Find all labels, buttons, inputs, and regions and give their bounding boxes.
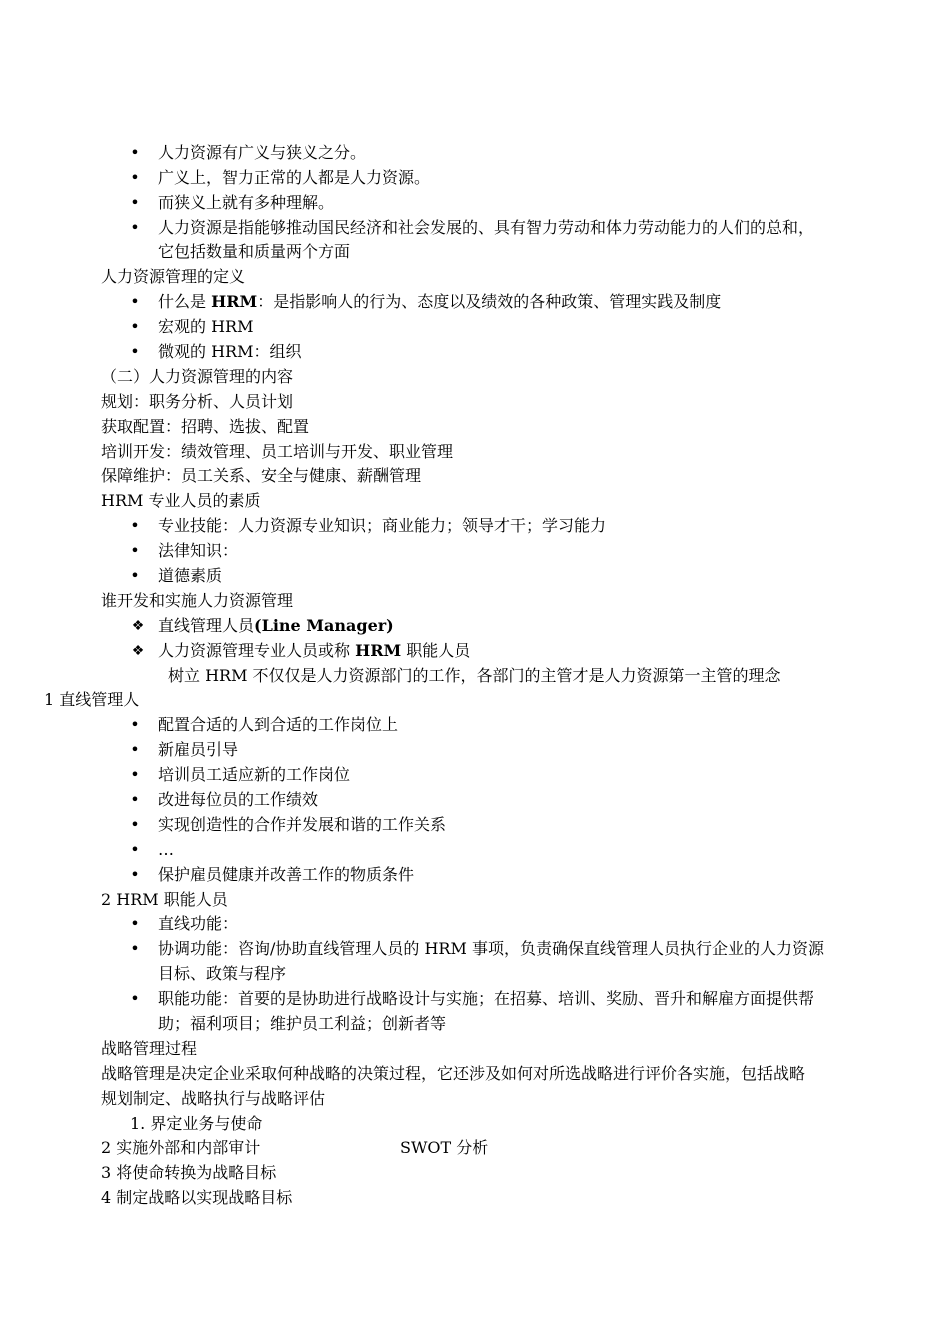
quality-heading: HRM 专业人员的素质 (101, 491, 261, 510)
intro-bullet-3: 而狭义上就有多种理解。 (158, 193, 335, 212)
who-heading: 谁开发和实施人力资源管理 (101, 591, 294, 610)
content-item-1: 规划：职务分析、人员计划 (101, 392, 294, 411)
hrm-staff-heading: 2 HRM 职能人员 (101, 890, 228, 909)
bullet-icon: • (130, 317, 140, 336)
hrm-staff-bullet-3: 职能功能：首要的是协助进行战略设计与实施；在招募、培训、奖励、晋升和解雇方面提供帮 (158, 989, 815, 1008)
bullet-icon: • (130, 292, 140, 311)
intro-bullet-4: 人力资源是指能够推动国民经济和社会发展的、具有智力劳动和体力劳动能力的人们的总和， (158, 218, 815, 237)
bullet-icon: • (130, 840, 140, 859)
strategy-step-2: 2 实施外部和内部审计 (101, 1138, 261, 1157)
diamond-bullet-icon: ❖ (131, 643, 145, 659)
text-run: 什么是 (158, 292, 212, 311)
line-manager-bullet-7: 保护雇员健康并改善工作的物质条件 (158, 865, 415, 884)
who-note: 树立 HRM 不仅仅是人力资源部门的工作，各部门的主管才是人力资源第一主管的理念 (168, 666, 781, 685)
quality-bullet-1: 专业技能：人力资源专业知识；商业能力；领导才干；学习能力 (158, 516, 607, 535)
bullet-icon: • (130, 790, 140, 809)
bullet-icon: • (130, 989, 140, 1008)
bullet-icon: • (130, 516, 140, 535)
hrm-staff-bullet-3-cont: 助；福利项目；维护员工利益；创新者等 (158, 1014, 447, 1033)
strategy-paragraph-cont: 规划制定、战略执行与战略评估 (101, 1089, 326, 1108)
content-item-3: 培训开发：绩效管理、员工培训与开发、职业管理 (101, 442, 454, 461)
bullet-icon: • (130, 168, 140, 187)
who-item-2 (158, 641, 470, 665)
strategy-heading: 战略管理过程 (101, 1039, 198, 1058)
bullet-icon: • (130, 342, 140, 361)
hrm-definition-bullet-2: 宏观的 HRM (158, 317, 254, 336)
hrm-definition-heading: 人力资源管理的定义 (101, 267, 246, 286)
bullet-icon: • (130, 715, 140, 734)
strategy-step-4: 4 制定战略以实现战略目标 (101, 1188, 293, 1207)
quality-bullet-2: 法律知识： (158, 541, 239, 560)
bullet-icon: • (130, 740, 140, 759)
intro-bullet-2: 广义上，智力正常的人都是人力资源。 (158, 168, 431, 187)
line-manager-heading: 1 直线管理人 (44, 690, 140, 709)
hrm-staff-bullet-1: 直线功能： (158, 914, 239, 933)
bullet-icon: • (130, 193, 140, 212)
line-manager-bullet-4: 改进每位员的工作绩效 (158, 790, 319, 809)
bullet-icon: • (130, 865, 140, 884)
strategy-step-3: 3 将使命转换为战略目标 (101, 1163, 277, 1182)
hrm-staff-bullet-2: 协调功能：咨询/协助直线管理人员的 HRM 事项，负责确保直线管理人员执行企业的人力资源 (158, 939, 824, 958)
intro-bullet-1: 人力资源有广义与狭义之分。 (158, 143, 367, 162)
content-item-2: 获取配置：招聘、选拔、配置 (101, 417, 310, 436)
who-item-1 (158, 616, 394, 640)
bold-run: (Line Manager) (254, 616, 394, 635)
bullet-icon: • (130, 566, 140, 585)
line-manager-bullet-2: 新雇员引导 (158, 740, 239, 759)
line-manager-bullet-1: 配置合适的人到合适的工作岗位上 (158, 715, 399, 734)
text-run: 直线管理人员 (158, 616, 255, 635)
bullet-icon: • (130, 939, 140, 958)
bullet-icon: • (130, 914, 140, 933)
hrm-definition-bullet-1 (158, 292, 721, 316)
text-run: 职能人员 (401, 641, 471, 660)
swot-note: SWOT 分析 (400, 1138, 489, 1157)
text-run: 人力资源管理专业人员或称 (158, 641, 356, 660)
line-manager-bullet-3: 培训员工适应新的工作岗位 (158, 765, 351, 784)
strategy-step-1: 1. 界定业务与使命 (130, 1114, 263, 1133)
intro-bullet-4-cont: 它包括数量和质量两个方面 (158, 242, 351, 261)
bold-run: HRM (355, 641, 402, 660)
content-heading: （二）人力资源管理的内容 (101, 367, 294, 386)
bold-run: HRM (211, 292, 258, 311)
strategy-paragraph: 战略管理是决定企业采取何种战略的决策过程，它还涉及如何对所选战略进行评价各实施，包括战略 (101, 1064, 806, 1083)
bullet-icon: • (130, 765, 140, 784)
bullet-icon: • (130, 541, 140, 560)
bullet-icon: • (130, 815, 140, 834)
content-item-4: 保障维护：员工关系、安全与健康、薪酬管理 (101, 466, 422, 485)
quality-bullet-3: 道德素质 (158, 566, 223, 585)
text-run: ：是指影响人的行为、态度以及绩效的各种政策、管理实践及制度 (257, 292, 722, 311)
diamond-bullet-icon: ❖ (131, 618, 145, 634)
line-manager-bullet-5: 实现创造性的合作并发展和谐的工作关系 (158, 815, 447, 834)
hrm-staff-bullet-2-cont: 目标、政策与程序 (158, 964, 287, 983)
bullet-icon: • (130, 143, 140, 162)
bullet-icon: • (130, 218, 140, 237)
hrm-definition-bullet-3: 微观的 HRM：组织 (158, 342, 302, 361)
line-manager-bullet-6: … (158, 840, 174, 859)
